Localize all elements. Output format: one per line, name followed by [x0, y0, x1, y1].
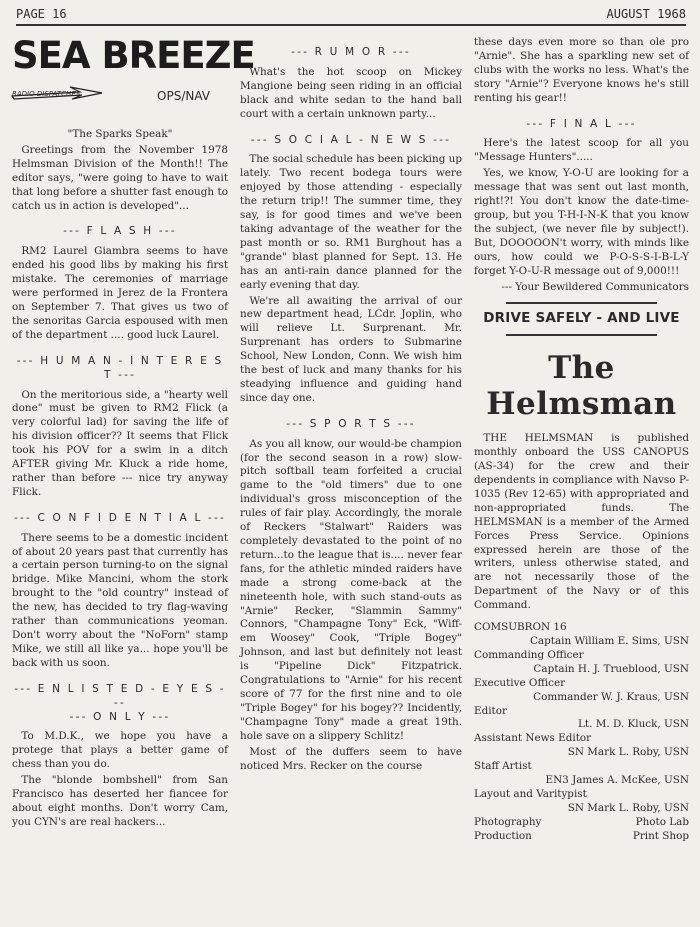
issue-date: AUGUST 1968: [606, 7, 686, 21]
page-number: PAGE 16: [16, 7, 67, 21]
staff-row: [474, 830, 689, 844]
staff-name: Commander W. J. Kraus, USN: [533, 690, 689, 703]
staff-name: Lt. M. D. Kluck, USN: [578, 718, 689, 731]
newspaper-title: The Helmsman: [486, 350, 677, 423]
paragraph: Yes, we know, Y-O-U are looking for a message that was sent out last month, right!?! You don't know the date-time-group, but you T-H-I-N-K that you know the subject, (we never file by subject!). But, DOOOOON't worry, with minds like ours, how could we P-O-S-S-I-B-L-Y forget Y-O-U-R message out of 9,000!!!: [474, 167, 689, 277]
staff-role: Photography: [474, 815, 542, 828]
paragraph: The "blonde bombshell" from San Francisco has deserted her fiancee for about eight months. Don't worry Cam, you CYN's are real hackers...: [12, 774, 228, 828]
page-header: [16, 6, 686, 26]
staff-name: Captain William E. Sims, USN: [529, 635, 689, 647]
column-right: [474, 36, 689, 844]
paragraph: On the meritorious side, a "hearty well done" must be given to RM2 Flick (a very colorful lad) for saving the life of his division officer?? It seems that Flick took his POV for a swim in a ditch AFTER giving Mr. Kluck a ride home, rather than before --- nice try anyway Flick.: [12, 388, 228, 498]
paragraph: We're all awaiting the arrival of our new department head, LCdr. Joplin, who will relieve Lt. Surprenant. Mr. Surprenant has orders to Submarine School, New London, Conn. We wish him the best of luck and many thanks for his steadying influence and guiding hand since day one.: [240, 294, 462, 404]
section-heading: --- S P O R T S ---: [286, 417, 416, 430]
paragraph: Greetings from the November 1978 Helmsman Division of the Month!! The editor says, "were going to have to wait that long before a shutter fast enough to catch us in action is developed"...: [12, 143, 228, 212]
section-title: "The Sparks Speak": [67, 128, 173, 140]
staff-unit: COMSUBRON 16: [474, 621, 567, 634]
section-heading: --- F L A S H ---: [63, 225, 177, 238]
section-heading: --- E N L I S T E D - E Y E S ---: [14, 682, 226, 709]
staff-role: Commanding Officer: [474, 648, 584, 661]
paragraph: Most of the duffers seem to have noticed Mrs. Recker on the course: [240, 745, 462, 772]
staff-role: Editor: [474, 704, 507, 717]
staff-row: [474, 816, 689, 830]
paragraph: RM2 Laurel Giambra seems to have ended his good libs by making his first mistake. The ceremonies of marriage were performed in Jerez de la Frontera on September 7. That gives us two of the senoritas Garcia espoused with men of the department .... good luck Laurel.: [12, 245, 228, 341]
staff-name: SN Mark L. Roby, USN: [567, 801, 689, 814]
staff-unit: Print Shop: [632, 829, 689, 842]
paragraph: To M.D.K., we hope you have a protege that plays a better game of chess than you do.: [12, 730, 228, 771]
section-heading: --- C O N F I D E N T I A L ---: [13, 511, 227, 524]
staff-name: SN Mark L. Roby, USN: [567, 746, 689, 759]
staff-role: Layout and Varitypist: [474, 787, 587, 800]
section-heading-continued: --- O N L Y ---: [69, 710, 171, 723]
staff-role: Executive Officer: [474, 676, 566, 689]
column-middle: [240, 36, 462, 775]
section-heading: --- R U M O R ---: [291, 46, 411, 58]
paragraph: What's the hot scoop on Mickey Mangione being seen riding in an official black and white sedan to the hand ball court with a certain unknown party...: [240, 65, 462, 120]
staff-unit: Photo Lab: [635, 815, 689, 828]
masthead: [12, 34, 255, 122]
paragraph: There seems to be a domestic incident of about 20 years past that currently has a certain person turning-to on the signal bridge. Mike Mancini, whom the stork brought to the "old country" instead of the new, has decided to try flag-waving rather than communications yeoman. Don't worry about the "NoForn" stamp Mike, we still all like ya... hope you'll be back with us soon.: [12, 531, 228, 669]
paragraph: Here's the latest scoop for all you "Message Hunters".....: [474, 137, 689, 164]
radio-dispatches-logo: RADIO DISPATCHES: [12, 88, 80, 102]
signoff: --- Your Bewildered Communicators: [501, 280, 689, 293]
paragraph: these days even more so than ole pro "Arnie". She has a sparkling new set of clubs with the works no less. What's the story "Arnie"? Everyone knows he's still renting his gear!!: [474, 36, 689, 104]
department-label: OPS/NAV: [157, 89, 210, 103]
section-heading: --- S O C I A L - N E W S ---: [250, 133, 452, 146]
safety-slogan: DRIVE SAFELY - AND LIVE: [483, 310, 680, 327]
staff-list: [474, 621, 689, 844]
staff-role: Staff Artist: [474, 760, 532, 773]
publication-statement: THE HELMSMAN is published monthly onboard the USS CANOPUS (AS-34) for the crew and their dependents in compliance with Navso P-1035 (Rev 12-65) with appropriated and non-appropriated funds. The HELMSMAN is a member of the Armed Forces Press Service. Opinions expressed herein are those of the writers, unless otherwise stated, and are not necessarily those of the Department of the Navy or of this Command.: [474, 432, 689, 612]
paragraph: The social schedule has been picking up lately. Two recent bodega tours were enjoyed by those attending - especially the return trip!! The summer time, they say, is for good times and we've been taking advantage of the weather for the past month or so. RM1 Burghout has a "grande" blast planned for Sept. 13. He has an anti-rain dance planned for the early evening that day.: [240, 153, 462, 291]
staff-role: Assistant News Editor: [474, 732, 592, 745]
section-heading: --- H U M A N - I N T E R E S T ---: [16, 354, 224, 381]
staff-name: Captain H. J. Trueblood, USN: [533, 662, 689, 675]
masthead-title: SEA BREEZE: [12, 34, 255, 77]
paragraph: As you all know, our would-be champion (for the second season in a row) slow-pitch softball team forfeited a crucial game to the "old timers" due to one individual's gross misconception of the rules of fair play. Accordingly, the morale of Reckers "Stalwart" Raiders was completely devastated to the point of no return...to the league that is.... never fear fans, for the athletic minded raiders have made a strong come-back at the nineteenth hole, with such stand-outs as "Arnie" Recker, "Slammin Sammy" Connors, "Champagne Tony" Eck, "Wiff-em Woosey" Cook, "Triple Bogey" Johnson, and last but definitely not least is "Pipeline Dick" Fitzpatrick. Congratulations to "Arnie" for his recent score of 77 for the first nine and to ole "Triple Bogey" for his bogey?? Incidently, "Champagne Tony" made a great 19th. hole save on a slippery Schlitz!: [240, 437, 462, 742]
section-heading: --- F I N A L ---: [526, 117, 637, 130]
divider: [506, 334, 657, 336]
divider: [506, 302, 657, 304]
column-left: [12, 34, 255, 832]
staff-role: Production: [474, 829, 532, 842]
staff-name: EN3 James A. McKee, USN: [545, 774, 689, 787]
